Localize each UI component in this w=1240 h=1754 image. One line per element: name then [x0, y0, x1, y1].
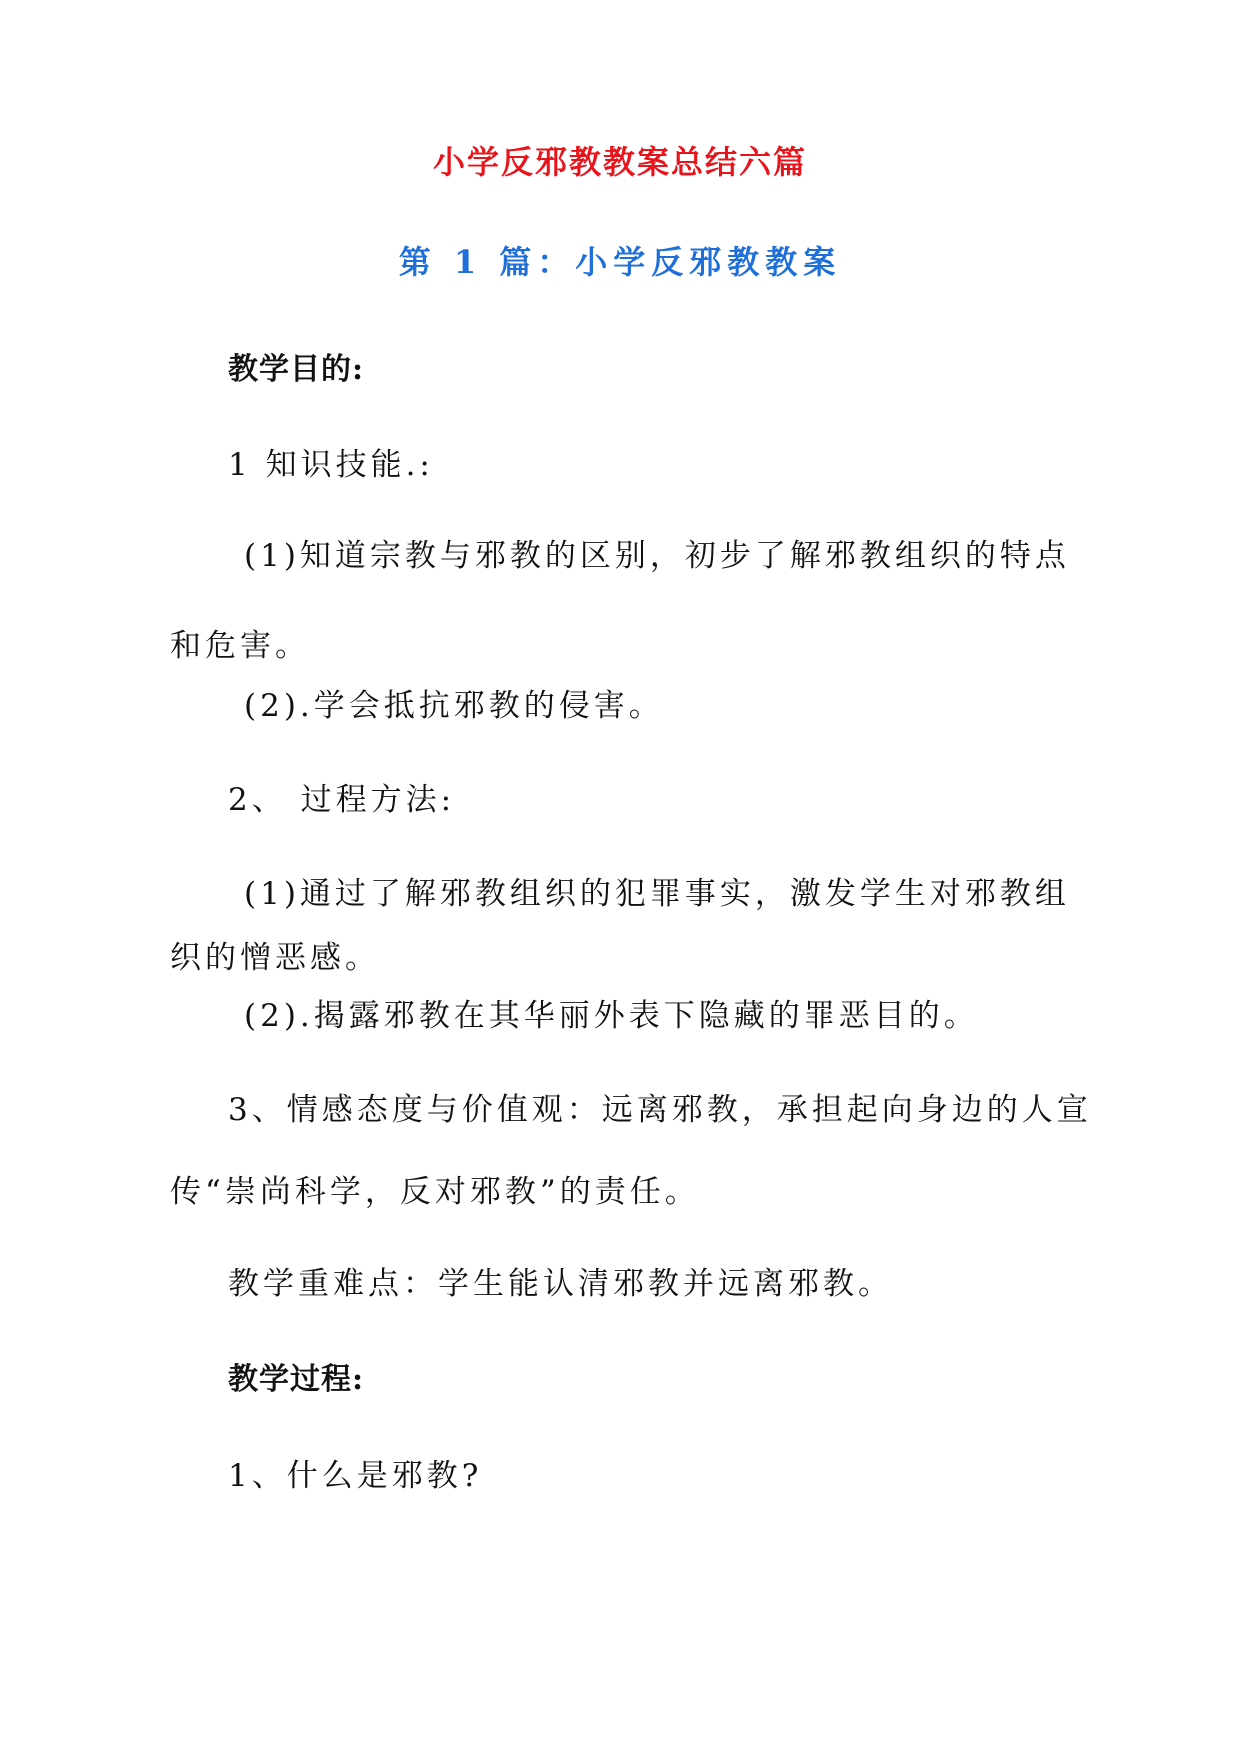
pm-item1-line1: (1)通过了解邪教组织的犯罪事实，激发学生对邪教组: [244, 876, 1070, 912]
pm-item2: (2).揭露邪教在其华丽外表下隐藏的罪恶目的。: [244, 998, 979, 1034]
process-heading: 教学过程:: [228, 1362, 365, 1397]
emotion-line1: 3、情感态度与价值观：远离邪教，承担起向身边的人宣: [228, 1092, 1092, 1128]
knowledge-skills-heading: 1 知识技能.:: [228, 447, 434, 483]
emotion-line2: 传“崇尚科学，反对邪教”的责任。: [170, 1174, 700, 1210]
process-methods-heading: 2、 过程方法:: [228, 782, 456, 818]
process-item1: 1、什么是邪教?: [228, 1458, 483, 1494]
ks-item2: (2).学会抵抗邪教的侵害。: [244, 688, 664, 724]
section-title: 第 1 篇：小学反邪教教案: [398, 243, 842, 281]
pm-item1-line2: 织的憎恶感。: [170, 940, 380, 976]
ks-item1-line1: (1)知道宗教与邪教的区别，初步了解邪教组织的特点: [244, 538, 1070, 574]
objectives-heading: 教学目的:: [228, 352, 365, 387]
key-points: 教学重难点：学生能认清邪教并远离邪教。: [228, 1266, 893, 1302]
document-title: 小学反邪教教案总结六篇: [432, 143, 807, 181]
ks-item1-line2: 和危害。: [170, 628, 310, 664]
